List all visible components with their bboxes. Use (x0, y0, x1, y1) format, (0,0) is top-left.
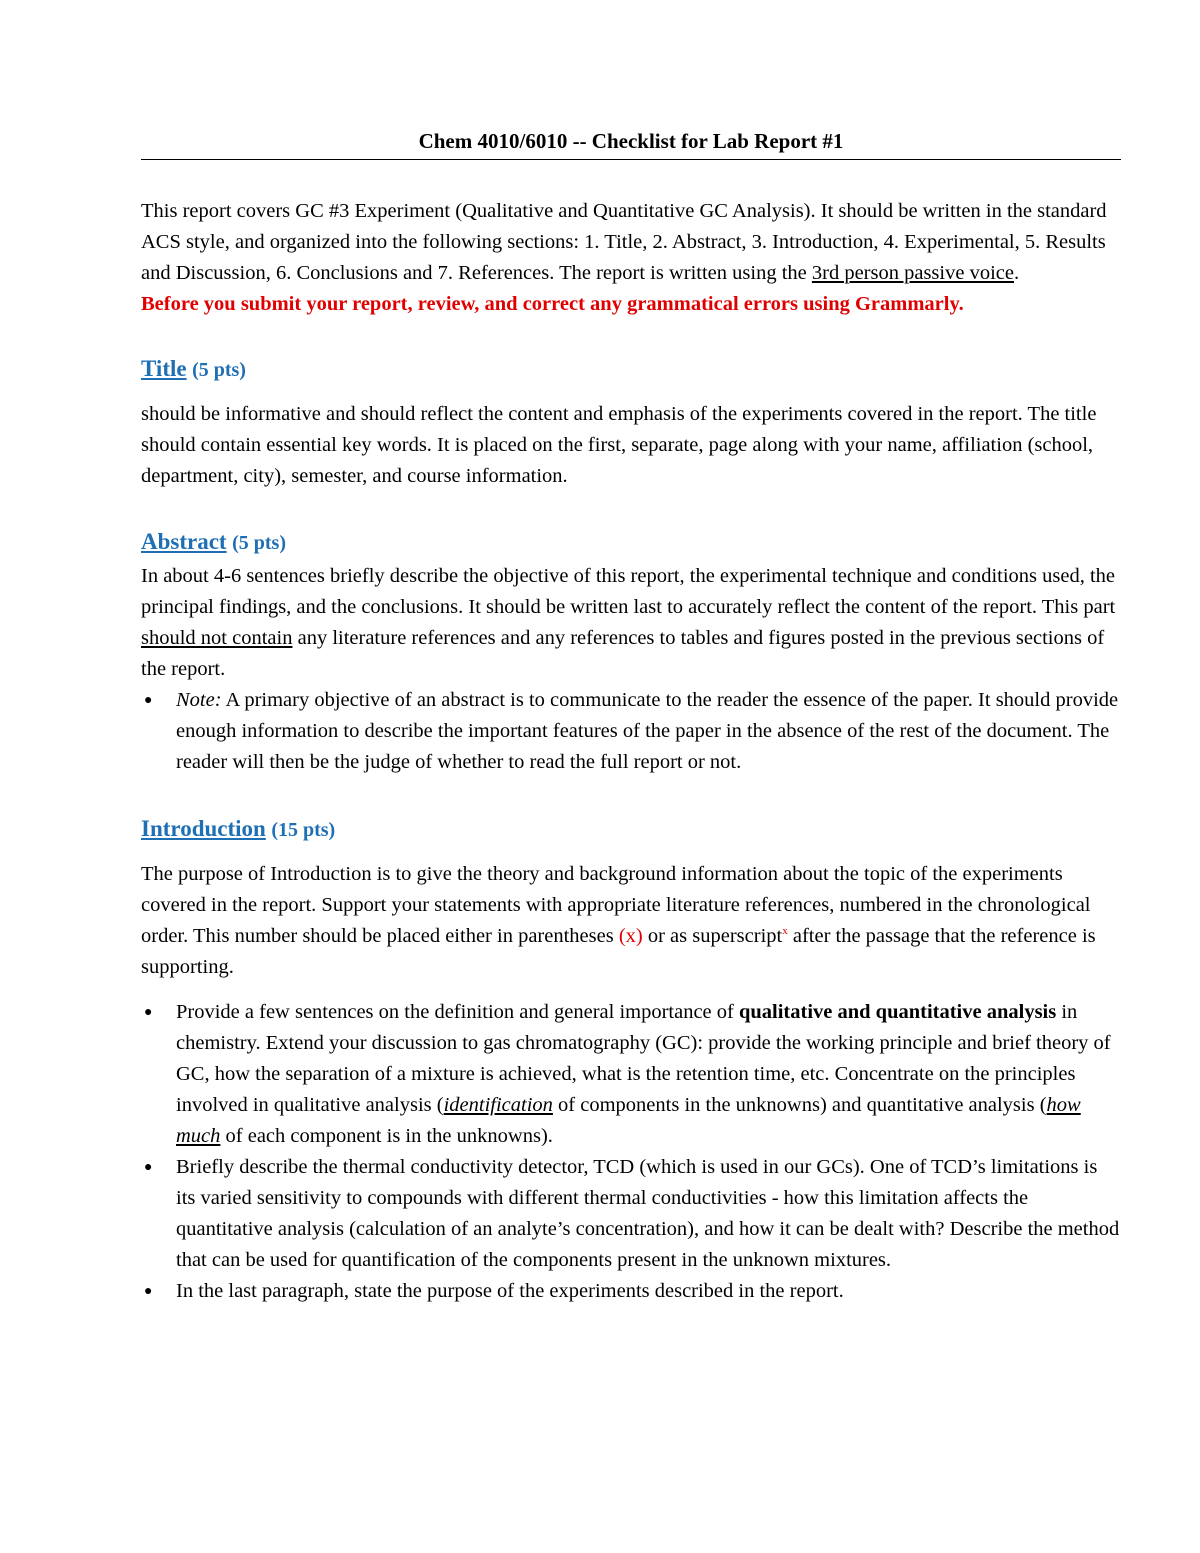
introduction-points: (15 pts) (271, 819, 336, 841)
list-item (141, 1152, 1121, 1276)
introduction-heading-link[interactable]: Introduction (141, 816, 266, 841)
b1-text-c: of components in the unknowns) and quantitative analysis ( (552, 1094, 1047, 1116)
intro-period: . (1013, 262, 1020, 284)
bullet-icon: ● (144, 1160, 153, 1175)
x-parentheses: (x) (618, 925, 643, 947)
list-item (141, 1276, 1121, 1307)
introduction-bullet-list (141, 997, 1121, 1307)
abstract-description (141, 561, 1121, 685)
intro-text-b: or as superscript (642, 925, 783, 947)
section-heading-title (141, 353, 1121, 386)
intro-text-a: The purpose of Introduction is to give the theory and background information about the topic of the experiments covered in the report. Support your statements with appropriate literature references, numbered in the chronological order. This number should be placed either in parentheses (141, 863, 1091, 947)
section-heading-introduction (141, 813, 1121, 846)
title-description: should be informative and should reflect the content and emphasis of the experiments covered in the report. The title should contain essential key words. It is placed on the first, separate, page along with your name, affiliation (school, department, city), semester, and course information. (141, 403, 1097, 487)
x-superscript: x (782, 925, 788, 937)
title-heading-link[interactable]: Title (141, 356, 187, 381)
bullet-icon: ● (144, 693, 153, 708)
abstract-note-list (141, 685, 1121, 778)
abstract-underlined: should not contain (141, 627, 293, 649)
bullet-icon: ● (144, 1005, 153, 1020)
b2-text: Briefly describe the thermal conductivity detector, TCD (which is used in our GCs). One of TCD’s limitations is its varied sensitivity to compounds with different thermal conductivities - how this limitation affects the quantitative analysis (calculation of an analyte’s concentration), and how it can be dealt with? Describe the method that can be used for quantification of the components present in the unknown mixtures. (176, 1156, 1120, 1271)
how-much-emphasis: how much (176, 1094, 1081, 1147)
list-item (141, 997, 1121, 1152)
intro-paragraph (141, 196, 1121, 289)
title-points: (5 pts) (192, 359, 246, 381)
intro-text-c: after the passage that the reference is supporting. (141, 925, 1096, 978)
section-heading-abstract (141, 526, 1121, 559)
b3-text: In the last paragraph, state the purpose of the experiments described in the report. (176, 1280, 844, 1302)
identification-emphasis: identification (443, 1094, 553, 1116)
grammarly-warning: Before you submit your report, review, and correct any grammatical errors using Grammarly. (141, 293, 964, 315)
b1-text-d: of each component is in the unknowns). (220, 1125, 553, 1147)
introduction-description (141, 859, 1121, 983)
bullet-icon: ● (144, 1284, 153, 1299)
voice-underlined: 3rd person passive voice (811, 262, 1014, 284)
abstract-text-a: In about 4-6 sentences briefly describe the objective of this report, the experimental technique and conditions used, the principal findings, and the conclusions. It should be written last to accurately reflect the content of the report. This part (141, 565, 1116, 618)
b1-bold: qualitative and quantitative analysis (738, 1001, 1057, 1023)
note-text: A primary objective of an abstract is to communicate to the reader the essence of the paper. It should provide enough information to describe the important features of the paper in the absence of the rest of the document. The reader will then be the judge of whether to read the full report or not. (176, 689, 1119, 773)
abstract-text-b: any literature references and any references to tables and figures posted in the previous sections of the report. (141, 627, 1105, 680)
intro-text: This report covers GC #3 Experiment (Qualitative and Quantitative GC Analysis). It should be written in the standard ACS style, and organized into the following sections: 1. Title, 2. Abstract, 3. Introduction, 4. Experimental, 5. Results and Discussion, 6. Conclusions and 7. References. The report is written using the (141, 200, 1107, 284)
abstract-heading-link[interactable]: Abstract (141, 529, 227, 554)
b1-text-b: in chemistry. Extend your discussion to gas chromatography (GC): provide the working principle and brief theory of GC, how the separation of a mixture is achieved, what is the retention time, etc. Concentrate on the principles involved in qualitative analysis ( (176, 1001, 1111, 1116)
b1-text-a: Provide a few sentences on the definition and general importance of (176, 1001, 739, 1023)
note-label: Note: (176, 689, 222, 711)
abstract-points: (5 pts) (232, 532, 286, 554)
page-title: Chem 4010/6010 -- Checklist for Lab Report #1 (141, 125, 1121, 160)
document-page (141, 125, 1121, 1307)
list-item (141, 685, 1121, 778)
